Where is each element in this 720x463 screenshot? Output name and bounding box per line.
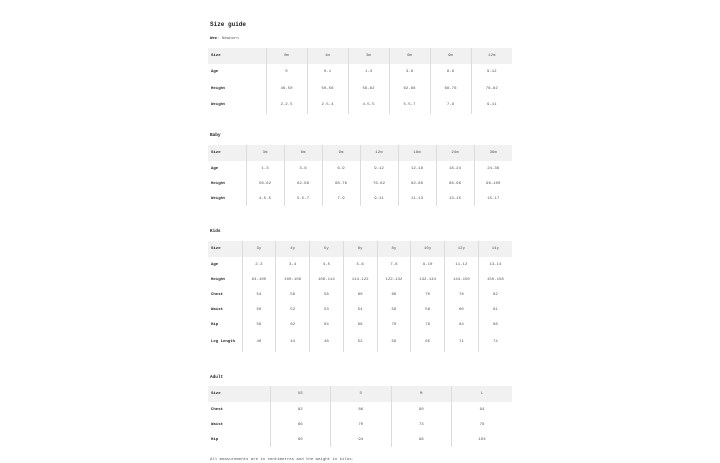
table-cell: 66 xyxy=(270,417,331,432)
intro-text: : Newborn xyxy=(217,37,239,41)
table-cell: 44 xyxy=(276,332,310,352)
table-cell: 5.5-7 xyxy=(284,191,322,206)
table-cell: 56 xyxy=(377,302,411,317)
table-row-waist xyxy=(208,417,512,432)
table-cell: 6-9 xyxy=(322,161,360,176)
table-cell: 68-76 xyxy=(430,81,471,98)
row-header-age: Age xyxy=(208,64,266,81)
table-row-waist xyxy=(208,302,512,317)
table-cell: 104 xyxy=(478,437,486,442)
table-cell: 53 xyxy=(310,302,344,317)
table-cell: 48 xyxy=(310,332,344,352)
table-cell: 58 xyxy=(310,287,344,302)
column-header: 6m xyxy=(389,48,430,64)
table-cell: 60 xyxy=(343,287,377,302)
column-header: M xyxy=(391,386,452,402)
table-cell: 82 xyxy=(492,292,498,297)
table-row-height xyxy=(208,272,512,287)
row-header-size: Size xyxy=(208,145,246,161)
adult-table-body xyxy=(208,386,512,447)
table-cell: 122-132 xyxy=(377,272,411,287)
table-cell: 4-5.5 xyxy=(348,97,389,114)
row-header-leg-length: Leg Length xyxy=(208,332,242,352)
table-cell: 84 xyxy=(445,317,479,332)
table-cell: 1-3 xyxy=(348,64,389,81)
table-cell: 106-114 xyxy=(310,272,344,287)
table-cell: 76-82 xyxy=(485,86,498,91)
table-cell: 13-14 xyxy=(489,262,502,267)
table-cell: 9-12 xyxy=(486,70,497,75)
table-cell: 9-11 xyxy=(486,103,497,108)
table-row-hip xyxy=(208,432,512,447)
table-cell: 9-10 xyxy=(411,257,445,272)
column-header: 3m xyxy=(246,145,284,161)
table-cell: 1-3 xyxy=(246,161,284,176)
footnote: All measurements are in centimetres and the weight in kilos. xyxy=(210,458,355,462)
table-cell: 150-158 xyxy=(486,277,504,282)
column-header: S xyxy=(331,386,392,402)
row-header-waist: Waist xyxy=(208,302,242,317)
table-cell: 50 xyxy=(242,302,276,317)
table-cell: 64 xyxy=(310,317,344,332)
table-cell: 9-12 xyxy=(360,161,398,176)
row-header-height: Height xyxy=(208,81,266,98)
table-cell: 94 xyxy=(331,432,392,447)
table-cell: 70 xyxy=(377,317,411,332)
table-cell: 88 xyxy=(492,322,498,327)
table-cell: 50-56 xyxy=(307,81,348,98)
row-header-waist: Waist xyxy=(208,417,270,432)
table-row-hip xyxy=(208,317,512,332)
table-cell: 7-9 xyxy=(322,191,360,206)
table-cell: 2-2.5 xyxy=(266,97,307,114)
column-header: 12y xyxy=(445,241,479,257)
baby-size-table xyxy=(208,145,512,206)
baby-table-body xyxy=(208,145,512,206)
table-cell: 90 xyxy=(270,432,331,447)
table-cell: 54 xyxy=(343,302,377,317)
table-cell: 76-82 xyxy=(360,176,398,191)
table-header-row xyxy=(208,48,512,64)
table-cell: 66 xyxy=(343,317,377,332)
table-cell: 74 xyxy=(492,340,498,344)
table-cell: 7-8 xyxy=(377,257,411,272)
table-cell: 66 xyxy=(377,287,411,302)
table-cell: 60 xyxy=(445,302,479,317)
table-cell: 61 xyxy=(492,307,498,312)
table-cell: 94 xyxy=(479,407,485,412)
column-header: XS xyxy=(270,386,331,402)
table-cell: 58 xyxy=(377,332,411,352)
table-cell: 4-5 xyxy=(310,257,344,272)
newborn-size-table xyxy=(208,48,512,114)
table-cell: 98 xyxy=(391,432,452,447)
table-row-age xyxy=(208,64,512,81)
table-cell: 144-150 xyxy=(445,272,479,287)
table-row-weight xyxy=(208,97,512,114)
row-header-size: Size xyxy=(208,241,242,257)
table-cell: 76 xyxy=(411,317,445,332)
row-header-height: Height xyxy=(208,176,246,191)
column-header: 0m xyxy=(266,48,307,64)
table-cell: 82 xyxy=(270,402,331,417)
table-cell: 73 xyxy=(391,417,452,432)
column-header: 14y xyxy=(478,241,512,257)
table-cell: 5-6 xyxy=(343,257,377,272)
column-header: 1m xyxy=(307,48,348,64)
table-cell: 24-36 xyxy=(487,166,500,171)
column-header: 24m xyxy=(436,145,474,161)
column-header: 12m xyxy=(471,48,512,64)
table-row-chest xyxy=(208,287,512,302)
table-header-row xyxy=(208,145,512,161)
column-header: 9m xyxy=(322,145,360,161)
table-cell: 12-18 xyxy=(398,161,436,176)
row-header-weight: Weight xyxy=(208,191,246,206)
page-title: Size guide xyxy=(210,21,247,28)
column-header: 9m xyxy=(430,48,471,64)
table-row-chest xyxy=(208,402,512,417)
row-header-weight: Weight xyxy=(208,97,266,114)
column-header: 36m xyxy=(474,145,512,161)
column-header: 8y xyxy=(377,241,411,257)
column-header: 6y xyxy=(343,241,377,257)
column-header: 3m xyxy=(348,48,389,64)
row-header-age: Age xyxy=(208,257,242,272)
table-row-weight xyxy=(208,191,512,206)
column-header: 3y xyxy=(242,241,276,257)
table-cell: 2-3 xyxy=(242,257,276,272)
table-cell: 62-68 xyxy=(284,176,322,191)
table-cell: 70 xyxy=(411,287,445,302)
table-cell: 40 xyxy=(242,332,276,352)
table-cell: 54 xyxy=(242,287,276,302)
table-cell: 52 xyxy=(343,332,377,352)
table-cell: 94-100 xyxy=(242,272,276,287)
row-header-size: Size xyxy=(208,48,266,64)
kids-size-table xyxy=(208,241,512,352)
baby-section-title: Baby xyxy=(210,133,221,138)
table-cell: 13-15 xyxy=(436,191,474,206)
newborn-table-body xyxy=(208,48,512,114)
table-cell: 3-4 xyxy=(276,257,310,272)
table-cell: 68-76 xyxy=(322,176,360,191)
table-cell: 62 xyxy=(276,317,310,332)
table-cell: 15-17 xyxy=(487,196,500,201)
table-cell: 71 xyxy=(445,332,479,352)
table-cell: 58 xyxy=(411,302,445,317)
table-row-height xyxy=(208,81,512,98)
adult-size-table xyxy=(208,386,512,447)
kids-section-title: Kids xyxy=(210,229,221,234)
row-header-chest: Chest xyxy=(208,402,270,417)
table-cell: 3-6 xyxy=(389,64,430,81)
column-header: 18m xyxy=(398,145,436,161)
column-header: 6m xyxy=(284,145,322,161)
row-header-chest: Chest xyxy=(208,287,242,302)
column-header: 5y xyxy=(310,241,344,257)
table-row-height xyxy=(208,176,512,191)
table-cell: 52 xyxy=(276,302,310,317)
table-cell: 3-6 xyxy=(284,161,322,176)
table-cell: 6-9 xyxy=(430,64,471,81)
row-header-hip: Hip xyxy=(208,317,242,332)
column-header: 12m xyxy=(360,145,398,161)
table-row-age xyxy=(208,161,512,176)
row-header-age: Age xyxy=(208,161,246,176)
table-cell: 132-144 xyxy=(411,272,445,287)
table-cell: 5.5-7 xyxy=(389,97,430,114)
table-cell: 56 xyxy=(276,287,310,302)
table-cell: 62-68 xyxy=(389,81,430,98)
column-header: L xyxy=(452,386,513,402)
table-cell: 65 xyxy=(411,332,445,352)
table-row-leg-length xyxy=(208,332,512,352)
column-header: 10y xyxy=(411,241,445,257)
table-cell: 82-88 xyxy=(398,176,436,191)
row-header-height: Height xyxy=(208,272,242,287)
adult-section-title: Adult xyxy=(210,375,224,380)
table-cell: 86 xyxy=(331,402,392,417)
table-cell: 88-96 xyxy=(436,176,474,191)
table-cell: 70 xyxy=(331,417,392,432)
table-cell: 7-9 xyxy=(430,97,471,114)
row-header-size: Size xyxy=(208,386,270,402)
table-row-age xyxy=(208,257,512,272)
table-cell: 18-24 xyxy=(436,161,474,176)
table-cell: 78 xyxy=(445,287,479,302)
table-cell: 59 xyxy=(242,317,276,332)
table-cell: 90 xyxy=(391,402,452,417)
table-cell: 114-122 xyxy=(343,272,377,287)
table-cell: 56-62 xyxy=(348,81,389,98)
kids-table-body xyxy=(208,241,512,352)
intro-line xyxy=(210,37,239,41)
table-cell: 96-100 xyxy=(486,181,501,186)
table-header-row xyxy=(208,386,512,402)
table-cell: 76 xyxy=(479,422,485,427)
table-cell: 11-13 xyxy=(398,191,436,206)
table-cell: 0 xyxy=(266,64,307,81)
table-cell: 100-106 xyxy=(276,272,310,287)
table-cell: 11-12 xyxy=(445,257,479,272)
table-header-row xyxy=(208,241,512,257)
table-cell: 2.5-4 xyxy=(307,97,348,114)
table-cell: 46-50 xyxy=(266,81,307,98)
table-cell: 4-5.5 xyxy=(246,191,284,206)
row-header-hip: Hip xyxy=(208,432,270,447)
table-cell: 9-11 xyxy=(360,191,398,206)
column-header: 4y xyxy=(276,241,310,257)
intro-label: Wee xyxy=(210,37,218,41)
table-cell: 0-1 xyxy=(307,64,348,81)
table-cell: 56-62 xyxy=(246,176,284,191)
